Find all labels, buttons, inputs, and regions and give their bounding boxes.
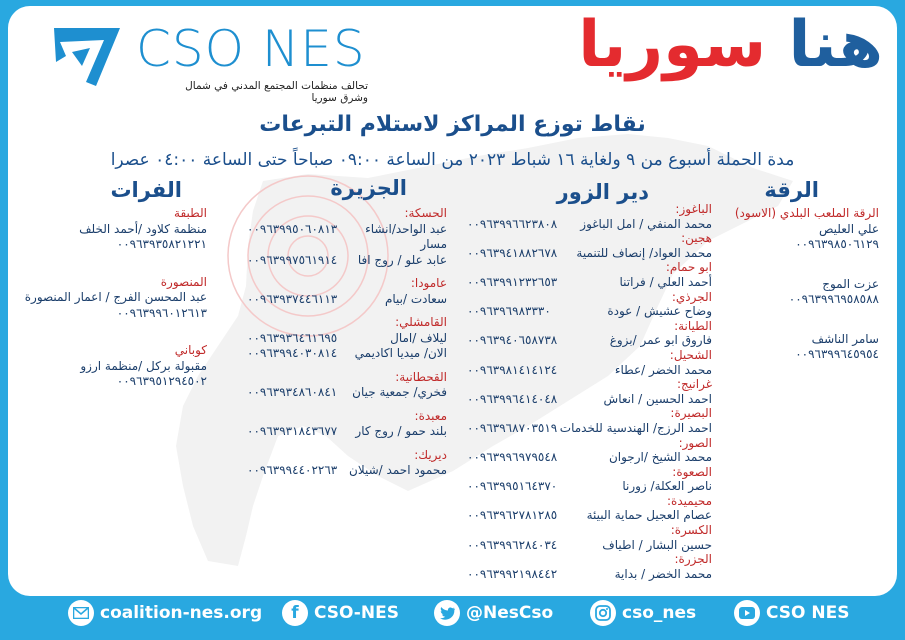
city-label: الطبقة bbox=[174, 206, 207, 220]
contact-name: محمد العواد/ إنصاف للتنمية bbox=[576, 245, 712, 260]
contact-phone: ٠٠٩٦٣٩٩٢١٩٨٤٤٢ bbox=[467, 566, 558, 581]
contact-name: ليلاف /امال bbox=[390, 330, 447, 345]
contact-phone: ٠٠٩٦٣٩٨١٤١٤١٢٤ bbox=[467, 362, 558, 377]
contact-name: فاروق ابو عمر /بزوغ bbox=[609, 333, 712, 348]
contact-phone: ٠٠٩٦٣٩٩٥٠٦٠٨١٣ bbox=[247, 221, 338, 236]
contact-name: منظمة كلاود /أحمد الخلف bbox=[79, 221, 207, 236]
contact-phone: ٠٠٩٦٣٩٣٧٤٤٦١١٣ bbox=[247, 291, 338, 306]
page-title: نقاط توزع المراكز لاستلام التبرعات bbox=[259, 112, 646, 137]
contact-phone: ٠٠٩٦٣٩٩١٢٣٢٦٥٣ bbox=[467, 274, 558, 289]
header-raqqa: الرقة bbox=[764, 178, 819, 202]
city-label: غرانيج: bbox=[677, 377, 712, 392]
city-label: الشحيل: bbox=[669, 347, 712, 362]
contact-name: سعادت /بيام bbox=[384, 291, 447, 306]
contact-phone: ٠٠٩٦٣٩٦٢٧٨١٢٨٥ bbox=[467, 508, 558, 523]
twitter-icon bbox=[434, 600, 460, 626]
youtube-link[interactable] bbox=[734, 600, 850, 626]
contact-phone: ٠٠٩٦٣٩٩٦٦٢٣٨٠٨ bbox=[467, 216, 558, 231]
contact-name: محمد الشيخ /ارجوان bbox=[608, 450, 712, 465]
city-label: الجزرة: bbox=[674, 552, 712, 567]
website-text: coalition-nes.org bbox=[100, 603, 263, 623]
header-deir: دير الزور bbox=[556, 180, 649, 204]
contact-phone: ٠٠٩٦٣٩٩٥١٦٤٣٧٠ bbox=[467, 479, 558, 494]
contact-name: عابد علو / روج افا bbox=[357, 252, 447, 267]
contact-name: احمد الرزج/ الهندسية للخدمات bbox=[559, 420, 712, 435]
contact-phone: ٠٠٩٦٣٩٥١٢٩٤٥٠٢ bbox=[116, 374, 207, 388]
slogan-part1: هنا bbox=[788, 8, 883, 82]
city-label: الصعوة: bbox=[672, 464, 712, 479]
header-furat: الفرات bbox=[110, 178, 182, 202]
column-jazira bbox=[247, 206, 447, 479]
city-label: الطيانة: bbox=[674, 318, 712, 333]
contact-name: الان/ ميديا اكاديمي bbox=[354, 346, 447, 360]
contact-phone: ٠٠٩٦٣٩٩٦٢٨٤٠٣٤ bbox=[467, 537, 558, 552]
contact-name: عبد المحسن الفرج / اعمار المنصورة bbox=[24, 290, 207, 304]
city-label: الحسكة: bbox=[404, 206, 447, 220]
contact-phone: ٠٠٩٦٣٩٦٨٧٠٣٥١٩ bbox=[467, 420, 558, 435]
contact-row bbox=[467, 392, 712, 407]
contact-row bbox=[467, 304, 712, 319]
contact-phone: ٠٠٩٦٣٩٦٩٨٣٣٣٠ bbox=[467, 304, 551, 319]
contact-name: أحمد العلي / فراتنا bbox=[619, 274, 712, 289]
city-label: ابو حمام: bbox=[665, 260, 712, 275]
instagram-link[interactable] bbox=[590, 600, 696, 626]
contact-name: ناصر العكلة/ زورنا bbox=[622, 479, 712, 494]
city-label: محيميدة: bbox=[667, 493, 712, 508]
contact-name: عصام العجيل حماية البيئة bbox=[586, 508, 712, 523]
contact-phone: ٠٠٩٦٣٩٣٥٨٢١٢٢١ bbox=[116, 237, 207, 251]
city-label: عامودا: bbox=[410, 276, 447, 290]
contact-phone: ٠٠٩٦٣٩٨٥٠٦١٢٩ bbox=[795, 237, 879, 251]
city-label: ديريك: bbox=[414, 447, 447, 462]
contact-row bbox=[247, 253, 447, 269]
contact-phone: ٠٠٩٦٣٩٩٦٤٥٩٥٤ bbox=[795, 347, 879, 361]
contact-row bbox=[247, 331, 447, 347]
contact-name: سامر الناشف bbox=[811, 331, 879, 346]
contact-row bbox=[467, 363, 712, 378]
campaign-period: مدة الحملة أسبوع من ٩ ولغاية ١٦ شباط ٢٠٢٣ من الساعة ٠٩:٠٠ صباحاً حتى الساعة ٠٤:٠٠ عصرا bbox=[110, 150, 795, 170]
contact-row bbox=[467, 479, 712, 494]
contact-phone: ٠٠٩٦٣٩٩٦٠١٢٦١٣ bbox=[116, 305, 207, 320]
contact-name: عزت الموج bbox=[822, 276, 879, 291]
contact-name: محمد الخضر / بداية bbox=[614, 566, 712, 581]
slogan bbox=[578, 8, 883, 82]
contact-phone: ٠٠٩٦٣٩٣١٨٤٣٦٧٧ bbox=[247, 424, 338, 438]
youtube-icon bbox=[734, 600, 760, 626]
brand-subtitle: تحالف منظمات المجتمع المدني في شمال وشرق سوريا bbox=[185, 80, 368, 104]
contact-row bbox=[467, 217, 712, 232]
contact-name: علي العليص bbox=[818, 221, 879, 236]
contact-row bbox=[467, 450, 712, 465]
contact-row bbox=[247, 222, 447, 253]
twitter-link[interactable] bbox=[434, 600, 553, 626]
city-label: القحطانية: bbox=[395, 369, 447, 384]
city-label: الصور: bbox=[678, 435, 712, 450]
contact-row bbox=[247, 424, 447, 440]
social-footer bbox=[0, 598, 905, 636]
column-furat bbox=[17, 206, 207, 390]
facebook-icon: f bbox=[282, 600, 308, 626]
contact-row bbox=[467, 333, 712, 348]
city-label: معبدة: bbox=[414, 408, 447, 423]
contact-name: حسين البشار / اطياف bbox=[602, 537, 712, 552]
instagram-handle: cso_nes bbox=[622, 603, 697, 623]
contact-name: مقبولة بركل /منظمة ارزو bbox=[80, 358, 207, 373]
contact-phone: ٠٠٩٦٣٩٣٦٤٦١٦٩٥ bbox=[247, 330, 338, 345]
cso-logo-icon bbox=[46, 22, 126, 92]
column-deir bbox=[467, 202, 712, 581]
contact-row bbox=[467, 421, 712, 436]
contact-phone: ٠٠٩٦٣٩٣٤٨٦٠٨٤١ bbox=[247, 385, 338, 399]
city-label: هجين: bbox=[681, 231, 712, 246]
contact-phone: ٠٠٩٦٣٩٩٤٤٠٢٢٦٣ bbox=[247, 463, 338, 477]
contact-row bbox=[467, 246, 712, 261]
contact-row bbox=[247, 463, 447, 479]
contact-name: بلند حمو / روج كار bbox=[355, 424, 447, 438]
contact-phone: ٠٠٩٦٣٩٤١٨٨٢٦٧٨ bbox=[467, 245, 558, 260]
website-link[interactable] bbox=[68, 600, 262, 626]
slogan-part2: سوريا bbox=[578, 8, 767, 82]
poster-card bbox=[8, 6, 897, 596]
contact-row bbox=[467, 567, 712, 582]
contact-row bbox=[467, 508, 712, 523]
contact-phone: ٠٠٩٦٣٩٩٦٩٧٩٥٤٨ bbox=[467, 450, 558, 465]
instagram-icon bbox=[590, 600, 616, 626]
contact-name: عبد الواحد/انشاء مسار bbox=[365, 221, 447, 251]
city-label: الباغوز: bbox=[675, 202, 712, 216]
city-label: القامشلي: bbox=[395, 315, 447, 329]
twitter-handle: @NesCso bbox=[466, 603, 554, 623]
contact-name: احمد الحسين / انعاش bbox=[603, 391, 712, 406]
city-label: كوباني bbox=[174, 343, 207, 357]
city-label: البصيرة: bbox=[670, 406, 712, 421]
contact-name: محمد المنفي / امل الباغوز bbox=[580, 216, 712, 231]
contact-name: فخري/ جمعية جيان bbox=[352, 385, 447, 399]
email-icon bbox=[68, 600, 94, 626]
contact-name: محمود احمد /شيلان bbox=[349, 463, 447, 477]
brand-name: CSO NES bbox=[136, 20, 366, 78]
city-label: الكسرة: bbox=[670, 523, 712, 538]
contact-phone: ٠٠٩٦٣٩٤٠٦٥٨٧٣٨ bbox=[467, 333, 558, 348]
city-label: المنصورة bbox=[160, 274, 207, 289]
contact-phone: ٠٠٩٦٣٩٩٦٩٥٨٥٨٨ bbox=[788, 292, 879, 306]
contact-row bbox=[247, 292, 447, 308]
contact-phone: ٠٠٩٦٣٩٩٦٤١٤٠٤٨ bbox=[467, 391, 558, 406]
youtube-handle: CSO NES bbox=[766, 603, 850, 623]
contact-row bbox=[467, 275, 712, 290]
contact-name: وضاح عشيش / عودة bbox=[607, 304, 712, 319]
contact-row bbox=[247, 346, 447, 362]
facebook-handle: CSO-NES bbox=[314, 603, 399, 623]
contact-row bbox=[467, 538, 712, 553]
column-raqqa bbox=[714, 206, 879, 363]
contact-phone: ٠٠٩٦٣٩٩٧٥٦١٩١٤ bbox=[247, 252, 338, 267]
contact-phone: ٠٠٩٦٣٩٩٤٠٣٠٨١٤ bbox=[247, 346, 338, 360]
contact-row bbox=[247, 385, 447, 401]
header-jazira: الجزيرة bbox=[330, 176, 407, 200]
city-label: الرقة الملعب البلدي (الاسود) bbox=[734, 206, 879, 220]
contact-name: محمد الخضر /عطاء bbox=[614, 362, 712, 377]
facebook-link[interactable] bbox=[282, 600, 399, 626]
city-label: الجرذي: bbox=[671, 289, 712, 304]
